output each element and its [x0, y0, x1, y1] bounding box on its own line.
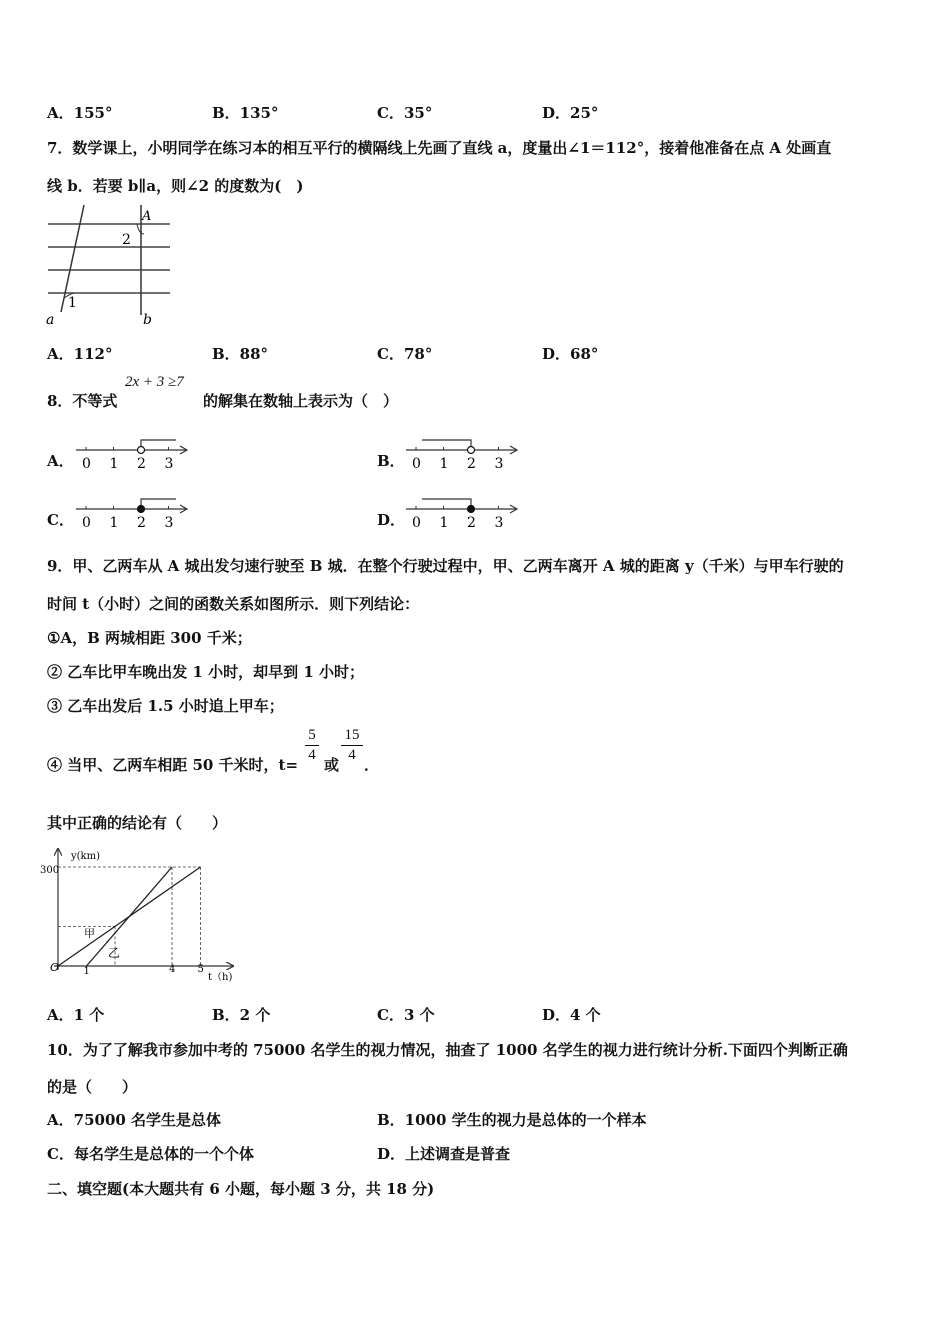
open-point — [468, 447, 475, 454]
y-axis-label: y(km) — [71, 851, 100, 862]
q8-number-line — [404, 438, 524, 478]
number-line-tick-label: 2 — [137, 515, 146, 531]
series-yi-line — [87, 867, 173, 966]
q8-option-label: A． — [47, 452, 74, 470]
q6-option-c: C．35° — [377, 104, 433, 122]
fraction-bar — [341, 745, 363, 746]
fraction-5-4 — [305, 727, 319, 764]
number-line-tick-label: 3 — [494, 456, 504, 472]
solution-bracket — [422, 499, 471, 505]
number-line-tick-label: 1 — [109, 515, 119, 531]
q9-or: 或 — [324, 756, 340, 774]
q8-number-line — [74, 497, 194, 537]
q9-option-c: C．3 个 — [377, 1006, 435, 1024]
number-line-tick-label: 1 — [109, 456, 119, 472]
q9-statement-2: ② 乙车比甲车晚出发 1 小时，却早到 1 小时； — [47, 663, 364, 681]
q10-stem-line1: 10．为了了解我市参加中考的 75000 名学生的视力情况，抽查了 1000 名学生的视力进行统计分析.下面四个判断正确 — [47, 1041, 848, 1059]
q9-statement-4-prefix: ④ 当甲、乙两车相距 50 千米时，t= — [47, 756, 299, 774]
closed-point — [468, 506, 475, 513]
fraction-denominator: 4 — [308, 747, 316, 763]
closed-point — [138, 506, 145, 513]
q6-option-a: A．155° — [47, 104, 113, 122]
q9-chart — [38, 843, 248, 983]
q7-option-d: D．68° — [542, 345, 599, 363]
q7-option-b: B．88° — [212, 345, 269, 363]
q8-number-line — [404, 497, 524, 537]
fraction-bar — [305, 745, 319, 746]
q8-stem-suffix: 的解集在数轴上表示为（ ） — [203, 392, 399, 410]
q7-stem-line2: 线 b．若要 b∥a，则∠2 的度数为( ) — [47, 177, 304, 195]
q10-stem-line2: 的是（ ） — [47, 1078, 138, 1096]
number-line-tick-label: 1 — [439, 515, 449, 531]
series-label-jia: 甲 — [84, 927, 95, 940]
x-tick-1: 1 — [83, 966, 90, 977]
number-line-tick-label: 2 — [137, 456, 146, 472]
number-line-tick-label: 3 — [164, 515, 174, 531]
number-line-tick-label: 3 — [164, 456, 174, 472]
q8-inequality: 2x + 3 ≥7 — [125, 374, 184, 390]
q9-statement-1: ①A，B 两城相距 300 千米； — [47, 629, 252, 647]
label-angle-2: 2 — [122, 232, 131, 248]
number-line-tick-label: 0 — [82, 456, 91, 472]
q10-option-b: B．1000 学生的视力是总体的一个样本 — [377, 1111, 647, 1129]
q7-figure — [40, 200, 185, 332]
q8-option-label: C． — [47, 511, 74, 529]
number-line-tick-label: 0 — [412, 456, 421, 472]
q10-option-a: A．75000 名学生是总体 — [47, 1111, 222, 1129]
number-line-tick-label: 2 — [467, 515, 476, 531]
q9-statement-3: ③ 乙车出发后 1.5 小时追上甲车； — [47, 697, 284, 715]
q10-option-c: C．每名学生是总体的一个个体 — [47, 1145, 254, 1163]
q8-number-line — [74, 438, 194, 478]
q9-option-d: D．4 个 — [542, 1006, 601, 1024]
q8-option-label: D． — [377, 511, 406, 529]
fraction-numerator: 5 — [308, 727, 316, 743]
fraction-numerator: 15 — [344, 727, 360, 743]
number-line-tick-label: 1 — [439, 456, 449, 472]
series-label-yi: 乙 — [108, 946, 121, 960]
solution-bracket — [141, 440, 176, 446]
fraction-denominator: 4 — [348, 747, 356, 763]
q9-option-a: A．1 个 — [47, 1006, 105, 1024]
label-line-b: b — [143, 312, 152, 328]
number-line-tick-label: 3 — [494, 515, 504, 531]
x-axis-label: t（h) — [208, 972, 233, 983]
q10-option-d: D．上述调查是普查 — [377, 1145, 511, 1163]
q9-stem-line2: 时间 t（小时）之间的函数关系如图所示．则下列结论： — [47, 595, 420, 613]
q9-ask: 其中正确的结论有（ ） — [47, 814, 228, 832]
open-point — [138, 447, 145, 454]
solution-bracket — [141, 499, 176, 505]
number-line-tick-label: 0 — [412, 515, 421, 531]
number-line-tick-label: 2 — [467, 456, 476, 472]
y-tick-300: 300 — [40, 865, 60, 876]
label-line-a: a — [46, 312, 55, 328]
q9-option-b: B．2 个 — [212, 1006, 271, 1024]
x-tick-4: 4 — [169, 964, 176, 975]
label-point-a: A — [142, 209, 152, 224]
number-line-tick-label: 0 — [82, 515, 91, 531]
x-tick-5: 5 — [197, 964, 204, 975]
q7-stem-line1: 7．数学课上，小明同学在练习本的相互平行的横隔线上先画了直线 a，度量出∠1＝112°，接着他准备在点 A 处画直 — [47, 139, 832, 157]
q6-option-d: D．25° — [542, 104, 599, 122]
fraction-15-4 — [341, 727, 363, 764]
q9-stem-line1: 9．甲、乙两车从 A 城出发匀速行驶至 B 城．在整个行驶过程中，甲、乙两车离开 A 城的距离 y（千米）与甲车行驶的 — [47, 557, 844, 575]
solution-bracket — [422, 440, 471, 446]
q7-option-a: A．112° — [47, 345, 113, 363]
q6-option-b: B．135° — [212, 104, 279, 122]
label-angle-1: 1 — [68, 295, 77, 311]
q7-option-c: C．78° — [377, 345, 433, 363]
q9-statement-4-end: ． — [364, 756, 380, 774]
origin-label: O — [50, 961, 60, 974]
q8-option-label: B． — [377, 452, 405, 470]
section-2-heading: 二、填空题(本大题共有 6 小题，每小题 3 分，共 18 分) — [47, 1180, 435, 1198]
q8-stem-prefix: 8．不等式 — [47, 392, 118, 410]
